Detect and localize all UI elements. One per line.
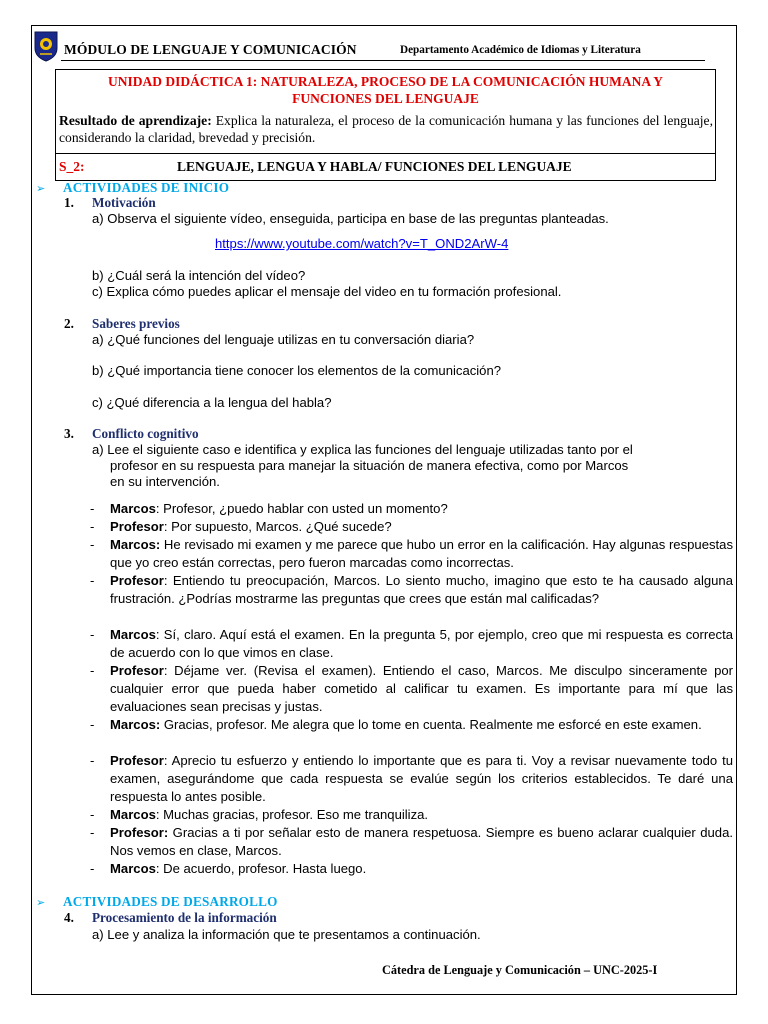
video-link[interactable]: https://www.youtube.com/watch?v=T_OND2ArW-4 [215, 236, 509, 251]
section-heading-desarrollo: ACTIVIDADES DE DESARROLLO [63, 894, 278, 909]
session-title: LENGUAJE, LENGUA Y HABLA/ FUNCIONES DEL LENGUAJE [177, 159, 572, 174]
document-page [31, 25, 737, 995]
dialogue-text: : Profesor, ¿puedo hablar con usted un momento? [155, 501, 448, 516]
dialogue-text: : Aprecio tu esfuerzo y entiendo lo importante que es para ti. Voy a revisar nuevamente todo tu examen, asegurándome que cada respuesta se evalúe según los criterios establecidos. Te daré una respuesta lo antes posible. [110, 753, 733, 804]
dialogue-text: Gracias, profesor. Me alegra que lo tome en cuenta. Realmente me esforcé en este examen. [160, 717, 702, 732]
dialogue-line: - Profesor: Por supuesto, Marcos. ¿Qué sucede? [90, 519, 392, 534]
subheading-motivacion: Motivación [92, 195, 156, 210]
item-text: a) Lee y analiza la información que te presentamos a continuación. [92, 927, 481, 942]
arrow-bullet-icon: ➢ [36, 183, 46, 195]
section-heading-inicio: ACTIVIDADES DE INICIO [63, 180, 230, 195]
dialogue-line: - Profesor: Entiendo tu preocupación, Marcos. Lo siento mucho, imagino que esto te ha causado alguna frustración. ¿Podrías mostrarme las preguntas que crees que están mal calificadas? [90, 573, 733, 606]
item-text: b) ¿Qué importancia tiene conocer los elementos de la comunicación? [92, 363, 502, 378]
dialogue-text: He revisado mi examen y me parece que hubo un error en la calificación. Hay algunas respuestas que yo creo están correctas, pero fueron marcadas como incorrectas. [110, 537, 733, 570]
item-number: 2. [64, 316, 74, 331]
subheading-procesamiento: Procesamiento de la información [92, 910, 277, 925]
dialogue-text: : Por supuesto, Marcos. ¿Qué sucede? [163, 519, 392, 534]
dialogue-line: - Marcos: Sí, claro. Aquí está el examen. En la pregunta 5, por ejemplo, creo que mi respuesta es correcta de acuerdo con lo que vimos en clase. [90, 627, 733, 660]
dialogue-text: : Muchas gracias, profesor. Eso me tranquiliza. [155, 807, 429, 822]
department-name: Departamento Académico de Idiomas y Literatura [400, 44, 641, 56]
learning-result-label: Resultado de aprendizaje: [59, 113, 212, 128]
item-text: c) ¿Qué diferencia a la lengua del habla? [92, 395, 332, 410]
item-text: en su intervención. [110, 474, 220, 489]
dialogue-text: : Sí, claro. Aquí está el examen. En la pregunta 5, por ejemplo, creo que mi respuesta es correcta de acuerdo con lo que vimos en clase. [110, 627, 733, 660]
dialogue-line: - Marcos: Gracias, profesor. Me alegra que lo tome en cuenta. Realmente me esforcé en este examen. [90, 717, 702, 732]
dialogue-text: : Entiendo tu preocupación, Marcos. Lo siento mucho, imagino que esto te ha causado alguna frustración. ¿Podrías mostrarme las preguntas que crees que están mal calificadas? [110, 573, 733, 606]
dialogue-speaker: Marcos [110, 807, 156, 822]
dialogue-speaker: Profesor [110, 573, 164, 588]
item-text: a) ¿Qué funciones del lenguaje utilizas en tu conversación diaria? [92, 332, 475, 347]
dialogue-line: - Marcos: He revisado mi examen y me parece que hubo un error en la calificación. Hay algunas respuestas que yo creo están correctas, pero fueron marcadas como incorrectas. [90, 537, 733, 570]
item-text: c) Explica cómo puedes aplicar el mensaje del video en tu formación profesional. [92, 284, 562, 299]
subheading-saberes-previos: Saberes previos [92, 316, 180, 331]
dialogue-text: : Déjame ver. (Revisa el examen). Entiendo el caso, Marcos. Me disculpo sinceramente por cualquier error que pueda haber cometido al calificar tu examen. Es importante para mí que las evaluaciones sean precisas y justas. [110, 663, 733, 714]
dialogue-line: - Profesor: Gracias a ti por señalar esto de manera respetuosa. Siempre es bueno aclarar cualquier duda. Nos vemos en clase, Marcos. [90, 825, 733, 858]
dialogue-text: Gracias a ti por señalar esto de manera respetuosa. Siempre es bueno aclarar cualquier duda. Nos vemos en clase, Marcos. [110, 825, 733, 858]
subheading-conflicto-cognitivo: Conflicto cognitivo [92, 426, 199, 441]
dialogue-text: : De acuerdo, profesor. Hasta luego. [155, 861, 367, 876]
item-number: 4. [64, 910, 74, 925]
module-title: MÓDULO DE LENGUAJE Y COMUNICACIÓN [64, 42, 357, 57]
dialogue-speaker: Marcos: [110, 717, 161, 732]
learning-result [59, 113, 713, 146]
dialogue-speaker: Marcos [110, 501, 156, 516]
learning-result-text: Explica la naturaleza, el proceso de la comunicación humana y las funciones del lenguaje, considerando la claridad, brevedad y precisión. [59, 113, 713, 145]
unit-title-line1: UNIDAD DIDÁCTICA 1: NATURALEZA, PROCESO DE LA COMUNICACIÓN HUMANA Y [107, 74, 664, 89]
item-text: b) ¿Cuál será la intención del vídeo? [92, 268, 306, 283]
university-shield-logo [33, 30, 59, 62]
unit-title-line2: FUNCIONES DEL LENGUAJE [292, 91, 479, 106]
dialogue-line: - Marcos: Profesor, ¿puedo hablar con usted un momento? [90, 501, 448, 516]
item-number: 3. [64, 426, 74, 441]
item-text: a) Lee el siguiente caso e identifica y explica las funciones del lenguaje utilizadas tanto por el [92, 442, 633, 457]
dialogue-line: - Profesor: Aprecio tu esfuerzo y entiendo lo importante que es para ti. Voy a revisar nuevamente todo tu examen, asegurándome que cada respuesta se evalúe según los criterios establecidos. Te daré una respuesta lo antes posible. [90, 753, 733, 804]
arrow-bullet-icon: ➢ [36, 897, 46, 909]
page-footer: Cátedra de Lenguaje y Comunicación – UNC-2025-I [382, 963, 658, 977]
dialogue-speaker: Profesor [110, 663, 164, 678]
dialogue-speaker: Profesor [110, 753, 164, 768]
dialogue-line: - Profesor: Déjame ver. (Revisa el examen). Entiendo el caso, Marcos. Me disculpo sinceramente por cualquier error que pueda haber cometido al calificar tu examen. Es importante para mí que las evaluaciones sean precisas y justas. [90, 663, 733, 714]
header-rule [61, 60, 705, 61]
dialogue-speaker: Marcos [110, 861, 156, 876]
dialogue-speaker: Profesor [110, 519, 164, 534]
dialogue-speaker: Marcos: [110, 537, 161, 552]
item-text: a) Observa el siguiente vídeo, enseguida, participa en base de las preguntas planteadas. [92, 211, 609, 226]
dialogue-line: - Marcos: Muchas gracias, profesor. Eso me tranquiliza. [90, 807, 429, 822]
item-number: 1. [64, 195, 74, 210]
unit-title [32, 73, 739, 107]
session-code: S_2: [59, 159, 85, 174]
dialogue-speaker: Profesor: [110, 825, 169, 840]
dialogue-line: - Marcos: De acuerdo, profesor. Hasta luego. [90, 861, 367, 876]
dialogue-speaker: Marcos [110, 627, 156, 642]
item-text: profesor en su respuesta para manejar la situación de manera efectiva, como por Marcos [110, 458, 629, 473]
